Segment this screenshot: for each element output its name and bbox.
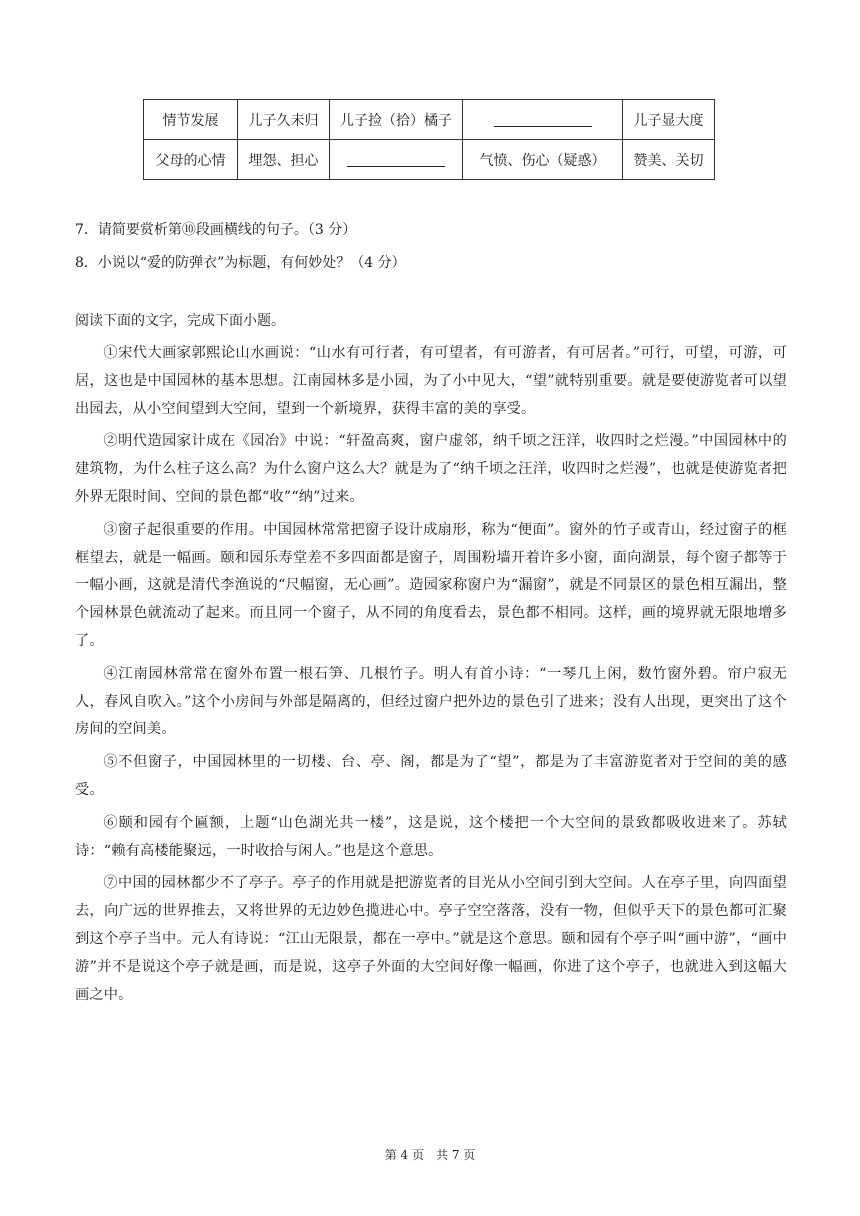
reading-passage: [75, 340, 787, 1014]
page-footer: 第 4 页 共 7 页: [384, 1148, 476, 1162]
table-cell: 儿子显大度: [623, 100, 715, 140]
paragraph-7: ⑦中国的园林都少不了亭子。亭子的作用就是把游览者的目光从小空间引到大空间。人在亭子里，向四面望去，向广远的世界推去，又将世界的无边妙色揽进心中。亭子空空落落，没有一物，但似乎天下的景色都可汇聚到这个亭子当中。元人有诗说：“江山无限景，都在一亭中。”就是这个意思。颐和园有个亭子叫“画中游”，“画中游”并不是说这个亭子就是画，而是说，这亭子外面的大空间好像一幅画，你进了这个亭子，也就进入到这幅大画之中。: [75, 875, 787, 1003]
paragraph-6: ⑥颐和园有个匾额，上题“山色湖光共一楼”，这是说，这个楼把一个大空间的景致都吸收进来了。苏轼诗：“赖有高楼能聚远，一时收拾与闲人。”也是这个意思。: [75, 814, 787, 859]
table-row: [144, 140, 715, 180]
table-cell: 情节发展: [144, 100, 238, 140]
paragraph-5: ⑤不但窗子，中国园林里的一切楼、台、亭、阁，都是为了“望”，都是为了丰富游览者对于空间的美的感受。: [75, 754, 787, 798]
plot-mood-table: [143, 99, 715, 180]
answer-blank-cell[interactable]: [330, 140, 463, 180]
answer-blank-cell[interactable]: [463, 100, 623, 140]
table-cell: 父母的心情: [144, 140, 238, 180]
paragraph-2: ②明代造园家计成在《园冶》中说：“轩盈高爽，窗户虚邻，纳千顷之汪洋，收四时之烂漫。”中国园林中的建筑物，为什么柱子这么高？为什么窗户这么大？就是为了“纳千顷之汪洋，收四时之烂漫”，也就是使游览者把外界无限时间、空间的景色都“收”“纳”过来。: [75, 433, 787, 505]
table-row: [144, 100, 715, 140]
table-cell: 儿子久未归: [238, 100, 330, 140]
paragraph-4: ④江南园林常常在窗外布置一根石笋、几根竹子。明人有首小诗：“一琴几上闲，数竹窗外碧。帘户寂无人，春风自吹入。”这个小房间与外部是隔离的，但经过窗户把外边的景色引了进来；没有人出现，更突出了这个房间的空间美。: [75, 665, 787, 738]
paragraph-3: ③窗子起很重要的作用。中国园林常常把窗子设计成扇形，称为“便面”。窗外的竹子或青山，经过窗子的框框望去，就是一幅画。颐和园乐寿堂差不多四面都是窗子，周围粉墙开着许多小窗，面向湖景，每个窗子都等于一幅小画，这就是清代李渔说的“尺幅窗，无心画”。造园家称窗户为“漏窗”，就是不同景区的景色相互漏出，整个园林景色就流动了起来。而且同一个窗子，从不同的角度看去，景色都不相同。这样，画的境界就无限地增多了。: [75, 521, 787, 649]
table-cell: 气愤、伤心（疑惑）: [463, 140, 623, 180]
question-8: 8．小说以“爱的防弹衣”为标题，有何妙处？（4 分）: [75, 255, 406, 271]
reading-instruction: 阅读下面的文字，完成下面小题。: [75, 313, 285, 329]
table-cell: 儿子捡（拾）橘子: [330, 100, 463, 140]
table-cell: 赞美、关切: [623, 140, 715, 180]
paragraph-1: ①宋代大画家郭熙论山水画说：“山水有可行者，有可望者，有可游者，有可居者。”可行，可望，可游，可居，这也是中国园林的基本思想。江南园林多是小园，为了小中见大，“望”就特别重要。就是要使游览者可以望出园去，从小空间望到大空间，望到一个新境界，获得丰富的美的享受。: [75, 345, 787, 417]
table-cell: 埋怨、担心: [238, 140, 330, 180]
answer-blank[interactable]: [494, 112, 592, 127]
answer-blank[interactable]: [347, 152, 445, 167]
question-7: 7．请简要赏析第⑩段画横线的句子。（3 分）: [75, 222, 357, 238]
